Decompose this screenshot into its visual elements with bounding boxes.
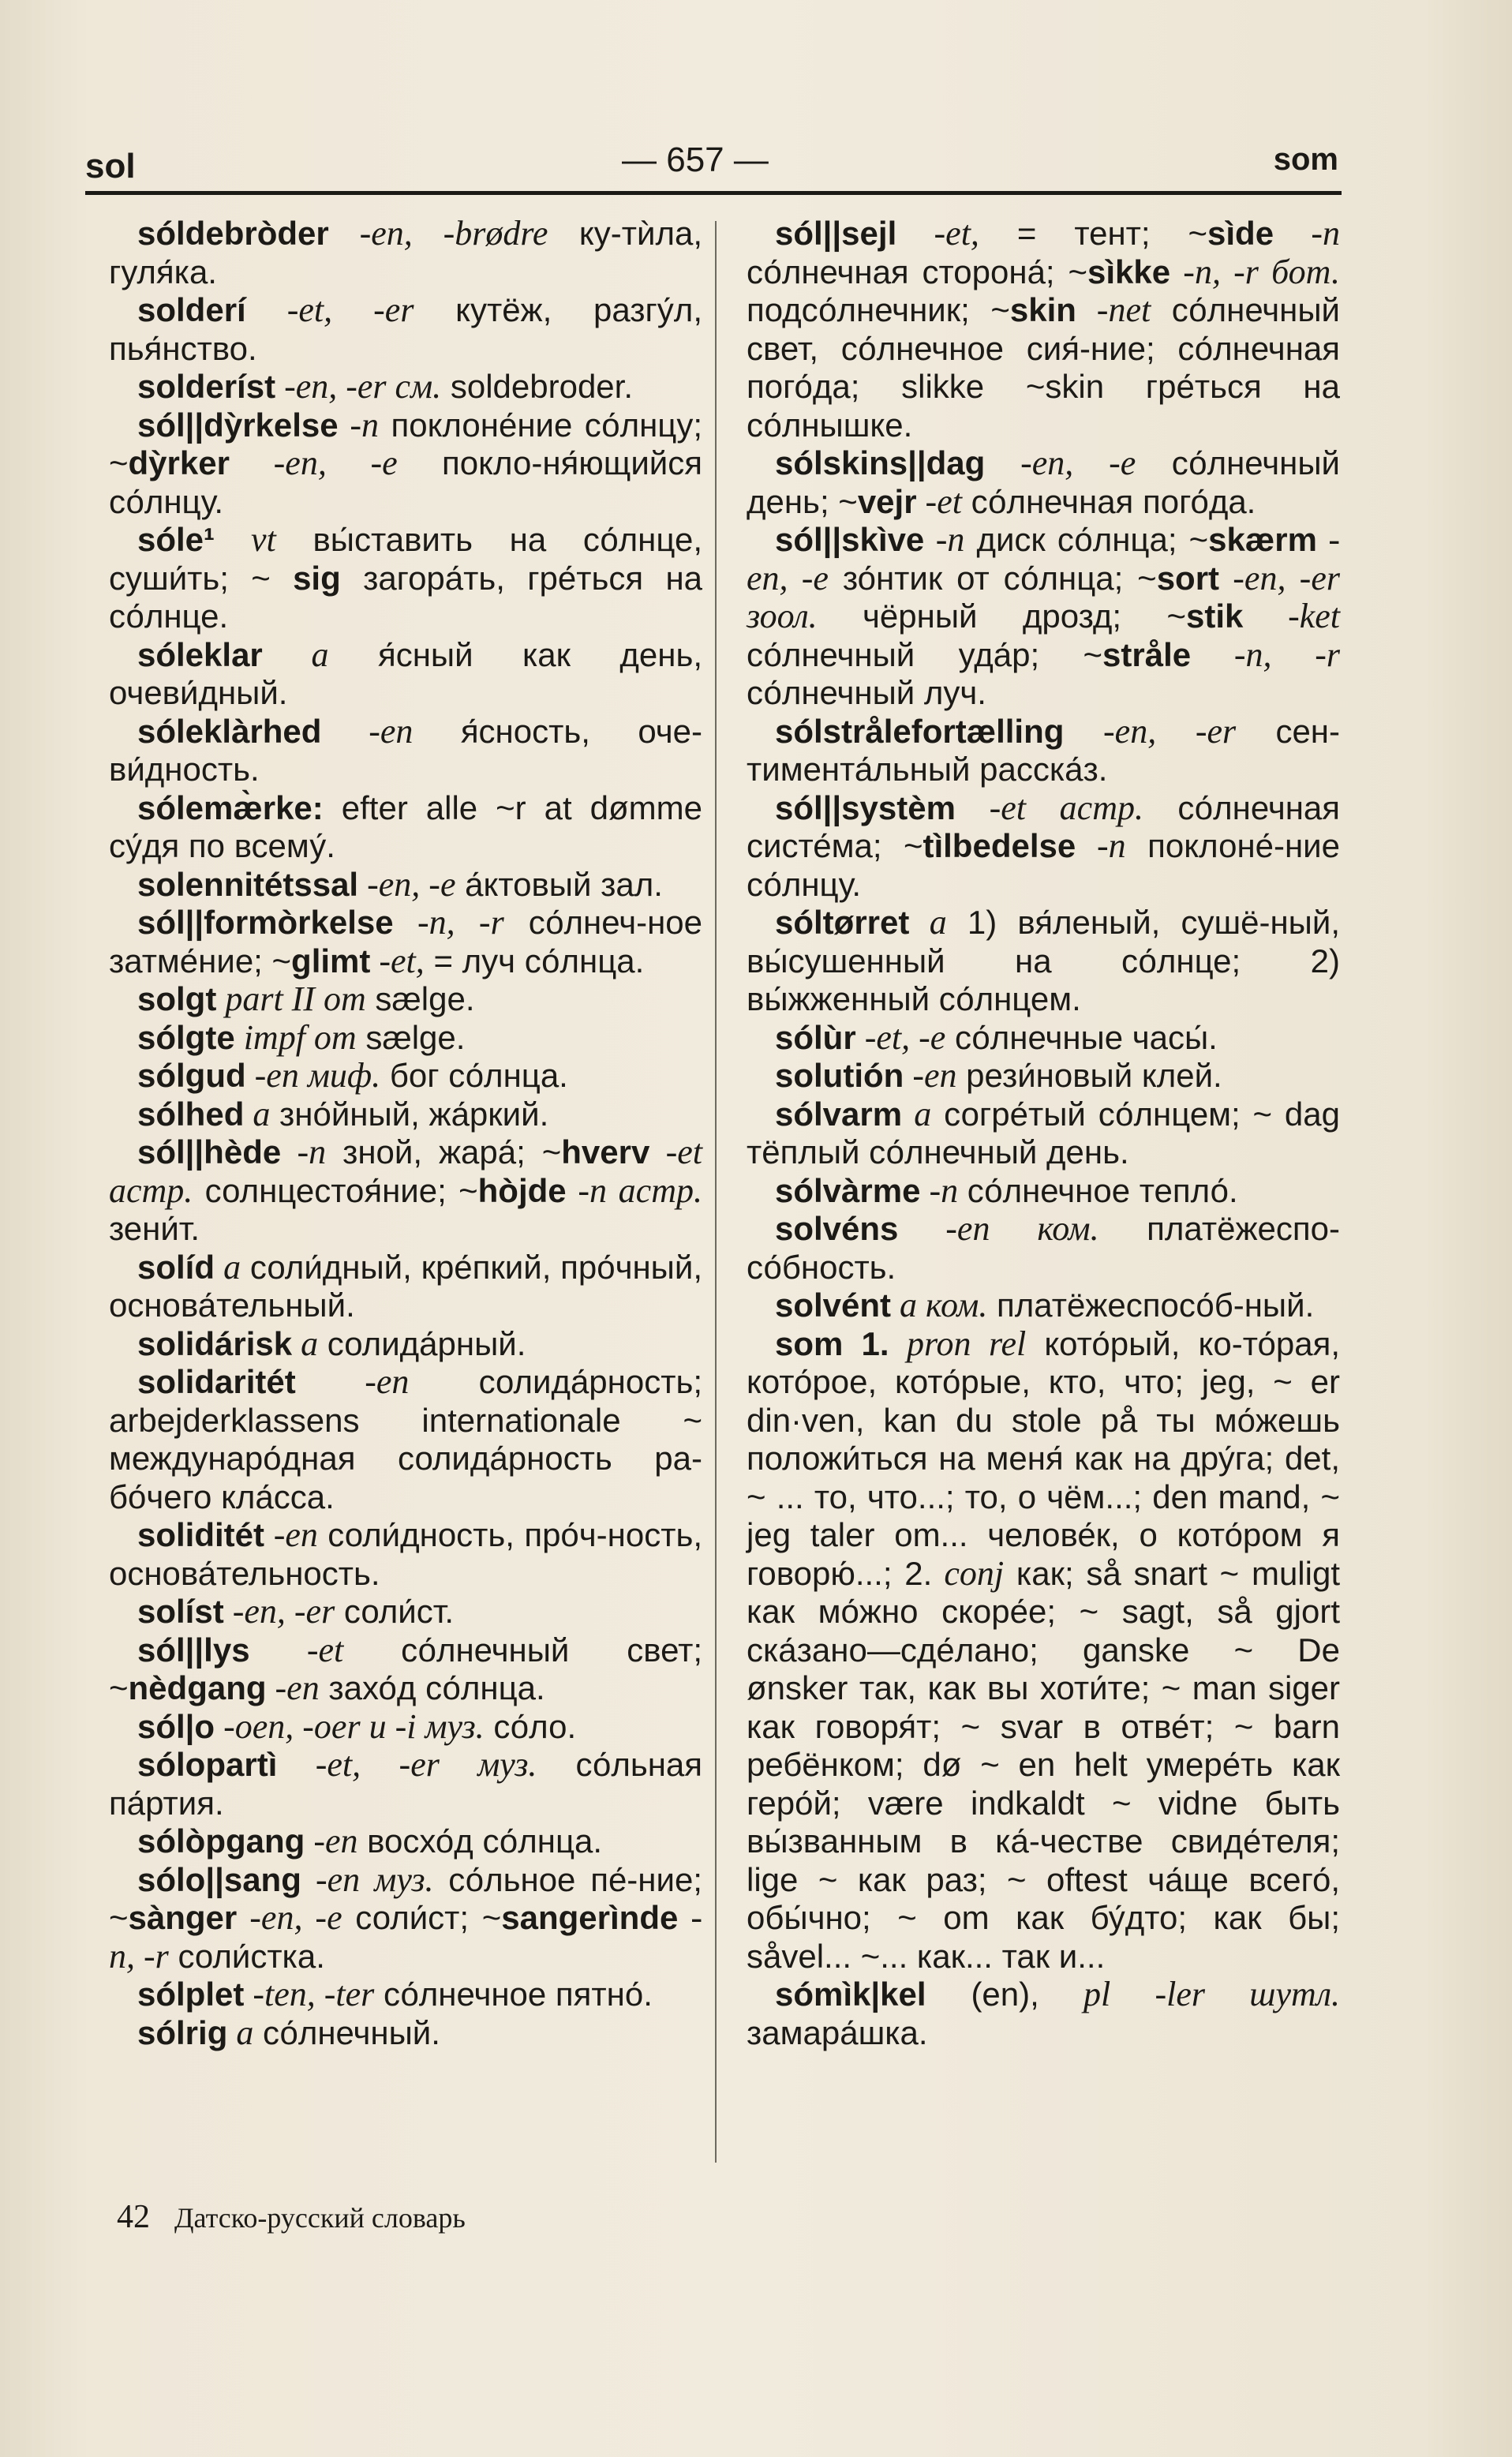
dictionary-entry — [109, 636, 702, 713]
page-number: — 657 — — [622, 140, 769, 179]
entry-grammar: -n, -r — [393, 903, 504, 942]
entry-text: (en), — [926, 1976, 1039, 2013]
entry-headword: hòjde — [477, 1171, 567, 1209]
entry-headword: sànger — [128, 1899, 238, 1936]
entry-headword: glimt — [291, 942, 371, 979]
entry-grammar: -n — [1076, 826, 1126, 865]
entry-text: efter alle ~r at dømme су́дя по всему́. — [109, 788, 702, 864]
entry-text: соли́дный, кре́пкий, про́чный, основа́тельный. — [109, 1248, 702, 1324]
entry-headword: skærm — [1208, 521, 1317, 558]
entry-headword: dỳrker — [128, 444, 230, 481]
entry-text: со́лнечное пятно́. — [374, 1976, 653, 2013]
entry-grammar: -en — [904, 1056, 957, 1095]
entry-text: со́лнечная пого́да. — [961, 482, 1256, 520]
entry-grammar: -et, -er муз. — [277, 1745, 537, 1784]
entry-headword: sólskins||dag — [775, 444, 986, 481]
dictionary-entry — [109, 1861, 702, 1976]
entry-text: со́лнечная систе́ма; ~ — [747, 788, 1341, 864]
dictionary-entry — [109, 866, 702, 905]
entry-headword: sólgud — [137, 1057, 246, 1094]
entry-headword: sólemæ̀rke: — [137, 788, 324, 826]
entry-text: зно́йный, жа́ркий. — [270, 1095, 549, 1133]
entry-grammar: -n, -r бот. — [1170, 252, 1340, 291]
entry-grammar: a — [262, 635, 329, 674]
dictionary-entry — [109, 1822, 702, 1861]
entry-grammar: impf om — [234, 1017, 357, 1057]
entry-headword: sìde — [1207, 215, 1274, 252]
entry-headword: solvéns — [775, 1210, 899, 1247]
entry-headword: sólrig — [137, 2013, 228, 2051]
entry-grammar: -en муз. — [301, 1860, 434, 1899]
entry-grammar: -en миф. — [245, 1056, 381, 1095]
entry-headword: solgt — [137, 980, 217, 1017]
entry-text: поклоне́ние со́лнцу; ~ — [109, 406, 702, 481]
entry-text: со́лнечный свет; ~ — [109, 1631, 702, 1706]
entry-grammar: a — [292, 1324, 319, 1363]
entry-grammar: -en — [305, 1822, 358, 1860]
entry-text: вы́ставить на со́лнце, суши́ть; ~ — [109, 521, 702, 597]
entry-grammar: -n — [920, 1170, 959, 1210]
entry-text: соли́ст; ~ — [342, 1899, 502, 1936]
entry-text: бог со́лнца. — [380, 1057, 568, 1094]
entry-grammar: -et — [249, 1630, 344, 1669]
entry-headword: sól|o — [137, 1707, 215, 1745]
entry-grammar: -ket — [1243, 597, 1340, 635]
entry-grammar: -n — [924, 520, 965, 559]
entry-text: со́лнечный уда́р; ~ — [747, 635, 1103, 673]
entry-text: покло-ня́ющийся со́лнцу. — [109, 444, 702, 520]
entry-grammar: -en — [264, 1515, 318, 1554]
entry-grammar: -n астр. — [566, 1170, 702, 1210]
entry-text: чёрный дрозд; ~ — [817, 597, 1186, 635]
entry-headword: sort — [1156, 559, 1220, 597]
entry-grammar: -et, -e — [855, 1017, 946, 1057]
entry-grammar: -en, -er — [223, 1592, 335, 1631]
dictionary-entry — [109, 1708, 702, 1747]
entry-grammar: -en — [266, 1669, 320, 1707]
entry-grammar: -n — [338, 405, 380, 444]
entry-text: солнцестоя́ние; ~ — [193, 1171, 478, 1209]
entry-headword: tìlbedelse — [923, 827, 1076, 864]
entry-grammar: -en, -er — [1064, 711, 1237, 751]
page-header — [85, 133, 1338, 196]
entry-headword: solidárisk — [137, 1324, 293, 1362]
dictionary-entry — [109, 904, 702, 980]
entry-headword: hverv — [561, 1133, 650, 1170]
entry-grammar: -n — [1274, 214, 1340, 253]
entry-grammar: -en ком. — [898, 1209, 1099, 1248]
dictionary-entry — [109, 368, 702, 406]
entry-text: со́ло. — [484, 1707, 577, 1745]
entry-grammar: -et, -er — [245, 290, 414, 329]
entry-headword: soliditét — [137, 1516, 265, 1553]
entry-grammar: pl -ler шутл. — [1039, 1975, 1340, 2013]
dictionary-entry — [109, 1976, 702, 2014]
entry-grammar: -et — [916, 481, 962, 521]
entry-text: как; så snart ~ muligt как мо́жно скоре́е; ~ sagt, så gjort ска́зано—сде́лано; ganske ~ De ønsker так, как вы хоти́те; ~ man siger как говоря́т; ~ svar в отве́т; ~ barn ребёнком; dø ~ en helt умере́ть как геро́й; være indkaldt ~ vidne быть вы́званным в ка́-честве свиде́теля; lige ~ как раз; ~ oftest ча́ще всего́, обы́чно; ~ om как бу́дто; как бы; såvel... ~... как... так и... — [747, 1554, 1340, 1975]
column-divider — [715, 221, 717, 2163]
dictionary-entry — [109, 1631, 702, 1708]
entry-grammar: -n, -r — [1191, 635, 1340, 674]
entry-text: со́лнечные часы́. — [945, 1018, 1218, 1056]
entry-headword: sólplet — [137, 1976, 245, 2013]
dictionary-entry — [109, 1746, 702, 1822]
dictionary-entry — [747, 1096, 1340, 1172]
entry-grammar: pron rel — [889, 1324, 1027, 1363]
entry-text: со́льная па́ртия. — [109, 1746, 703, 1822]
entry-headword: sól||skìve — [775, 521, 925, 558]
sheet-number: 42 — [117, 2199, 150, 2235]
dictionary-entry — [747, 713, 1340, 789]
dictionary-entry — [109, 713, 702, 789]
entry-text: ку-тѝла, гуля́ка. — [109, 215, 702, 290]
entry-grammar: a — [244, 1094, 271, 1133]
book-title: Датско-русский словарь — [174, 2202, 466, 2234]
entry-text: со́лнечный. — [253, 2013, 440, 2051]
entry-grammar: -ten, -ter — [244, 1975, 375, 2013]
entry-text: соли́стка. — [168, 1937, 325, 1975]
entry-grammar: -et, — [370, 941, 425, 980]
entry-text: кутёж, разгу́л, пья́нство. — [109, 291, 702, 367]
entry-text: рези́новый клей. — [956, 1057, 1222, 1094]
entry-headword: solennitétssal — [137, 865, 359, 903]
entry-grammar: -en, -er см. — [275, 367, 442, 406]
entry-headword: sangerìnde — [501, 1899, 679, 1936]
header-first-headword: sol — [85, 147, 136, 185]
entry-grammar: part II om — [216, 979, 366, 1018]
entry-text: соли́дность, про́ч-ность, основа́тельность. — [109, 1516, 702, 1592]
entry-headword: solíst — [137, 1593, 224, 1630]
entry-text: зной, жара́; ~ — [326, 1133, 562, 1170]
dictionary-entry — [109, 1593, 702, 1631]
entry-headword: sólo||sang — [137, 1860, 301, 1898]
entry-headword: som 1. — [775, 1324, 889, 1362]
entry-headword: sig — [293, 559, 341, 597]
entry-grammar: -et астр. — [955, 788, 1143, 827]
entry-text: захо́д со́лнца. — [319, 1669, 545, 1706]
entry-grammar: -en, -e — [358, 864, 456, 904]
dictionary-entry — [109, 1249, 702, 1325]
entry-text: sælge. — [365, 980, 475, 1017]
entry-text: я́сный как день, очеви́дный. — [109, 635, 703, 711]
page-footer — [117, 2198, 466, 2236]
entry-text: зени́т. — [109, 1210, 200, 1247]
entry-text: диск со́лнца; ~ — [964, 521, 1209, 558]
dictionary-entry — [109, 980, 702, 1019]
entry-text: со́лнечное тепло́. — [958, 1171, 1238, 1209]
entry-grammar: -et, — [896, 214, 979, 253]
entry-text: soldebroder. — [441, 368, 634, 405]
entry-text: подсо́лнечник; ~ — [747, 291, 1010, 328]
entry-headword: sólhed — [137, 1095, 245, 1133]
entry-headword: sómìk|kel — [775, 1976, 926, 2013]
entry-text: зо́нтик от со́лнца; ~ — [828, 559, 1157, 597]
dictionary-entry — [109, 1019, 702, 1058]
entry-headword: sól||hède — [137, 1133, 282, 1170]
dictionary-entry — [109, 1133, 702, 1249]
entry-text: а́ктовый зал. — [455, 865, 663, 903]
entry-headword: sólstrålefortælling — [775, 712, 1065, 750]
entry-headword: solvént — [775, 1287, 892, 1324]
entry-grammar: a — [909, 903, 947, 942]
entry-grammar: -net — [1076, 290, 1151, 329]
entry-headword: sól||formòrkelse — [137, 904, 394, 941]
entry-headword: nèdgang — [128, 1669, 267, 1706]
entry-grammar: -en, -e — [237, 1898, 342, 1937]
entry-headword: sóltørret — [775, 904, 910, 941]
entry-text: со́лнеч-ное затме́ние; ~ — [109, 904, 702, 979]
dictionary-entry — [747, 904, 1340, 1019]
entry-headword: stik — [1186, 597, 1244, 635]
entry-text: со́лнечный луч. — [747, 674, 986, 711]
entry-grammar: vt — [215, 520, 276, 559]
entry-text: = луч со́лнца. — [424, 942, 645, 979]
dictionary-entry — [109, 215, 702, 291]
entry-grammar: -en, -e — [985, 444, 1136, 482]
entry-grammar: -en, -brødre — [328, 214, 548, 253]
entry-text: замара́шка. — [747, 2013, 928, 2051]
entry-grammar: -en — [321, 711, 414, 751]
dictionary-entry — [747, 789, 1340, 905]
dictionary-entry — [109, 1363, 702, 1516]
entry-grammar: -et астр. — [109, 1133, 702, 1210]
entry-text: кото́рый, ко-то́рая, кото́рое, кото́рые, кто, что; jeg, ~ er din·ven, kan du stole på ты мо́жешь положи́ться на меня́ как на дру́га; det, ~ ... то, что...; то, о чём...; den mand, ~ jeg taler om... челове́к, о кото́ром я говорю́...; 2. — [747, 1324, 1340, 1592]
entry-text: солида́рный. — [318, 1324, 526, 1362]
entry-headword: sólùr — [775, 1018, 856, 1056]
dictionary-entry — [109, 1516, 702, 1593]
dictionary-entry — [747, 1172, 1340, 1211]
entry-text: сен-тимента́льный расска́з. — [747, 712, 1340, 788]
entry-text: соли́ст. — [335, 1593, 454, 1630]
header-last-headword: som — [1273, 142, 1338, 177]
header-rule — [85, 191, 1342, 195]
entry-text: платёжеспо-со́бность. — [747, 1210, 1340, 1286]
entry-headword: solidaritét — [137, 1363, 296, 1400]
entry-text: платёжеспосо́б-ный. — [987, 1287, 1315, 1324]
entry-grammar: a — [215, 1247, 241, 1287]
entry-grammar: -en, -e — [229, 444, 398, 482]
entry-headword: sólòpgang — [137, 1822, 305, 1860]
entry-grammar: conj — [932, 1553, 1005, 1593]
entry-headword: solderí — [137, 291, 246, 328]
dictionary-entry — [747, 215, 1340, 444]
entry-headword: sól||lys — [137, 1631, 250, 1669]
entry-grammar: -en, -er зоол. — [747, 558, 1340, 635]
entry-grammar: -n, -r — [109, 1898, 702, 1976]
dictionary-entry — [747, 444, 1340, 521]
entry-text: sælge. — [356, 1018, 466, 1056]
entry-headword: sólgte — [137, 1018, 235, 1056]
dictionary-entry — [747, 1019, 1340, 1058]
entry-headword: sóleklar — [137, 635, 263, 673]
entry-headword: sólvàrme — [775, 1171, 921, 1209]
entry-headword: sìkke — [1087, 253, 1171, 290]
entry-headword: sóldebròder — [137, 215, 329, 252]
entry-grammar: -n — [281, 1133, 327, 1171]
entry-text: согре́тый со́лнцем; ~ dag тёплый со́лнечный день. — [747, 1095, 1340, 1170]
entry-text: со́лнечный свет, со́лнечное сия́-ние; со́лнечная пого́да; slikke ~skin гре́ться на со́лнышке. — [747, 291, 1341, 444]
entry-text: = тент; ~ — [979, 215, 1208, 252]
entry-headword: solutión — [775, 1057, 904, 1094]
dictionary-entry — [109, 2014, 702, 2053]
right-column — [747, 215, 1340, 2052]
entry-headword: sól||systèm — [775, 788, 956, 826]
dictionary-entry — [109, 1325, 702, 1364]
entry-grammar: -oen, -oer и -i муз. — [215, 1706, 485, 1746]
entry-headword: solíd — [137, 1248, 215, 1286]
dictionary-entry — [109, 406, 702, 522]
dictionary-entry — [747, 1057, 1340, 1096]
entry-text: со́лнечная сторона́; ~ — [747, 253, 1087, 290]
entry-text: солида́рность; arbejderklassens internationale ~ междунаро́дная солида́рность ра-бо́чего кла́сса. — [109, 1363, 703, 1515]
dictionary-entry — [747, 1325, 1340, 1976]
entry-headword: sólopartì — [137, 1746, 278, 1783]
entry-grammar: a — [227, 2013, 254, 2052]
dictionary-entry — [109, 291, 702, 368]
dictionary-entry — [109, 789, 702, 866]
dictionary-entry — [747, 1287, 1340, 1325]
entry-headword: solderíst — [137, 368, 276, 405]
entry-text: я́сность, оче-ви́дность. — [109, 712, 702, 788]
entry-grammar: a — [902, 1094, 932, 1133]
entry-headword: stråle — [1102, 635, 1192, 673]
entry-headword: vejr — [857, 482, 917, 520]
entry-headword: sóle¹ — [137, 521, 215, 558]
entry-headword: sólvarm — [775, 1095, 903, 1133]
entry-text: поклоне́-ние со́лнцу. — [747, 827, 1340, 903]
dictionary-entry — [747, 1976, 1340, 2052]
entry-text: со́льное пе́-ние; ~ — [109, 1860, 702, 1936]
dictionary-entry — [747, 521, 1340, 713]
entry-headword: sóleklàrhed — [137, 712, 322, 750]
left-column — [109, 215, 702, 2052]
entry-headword: skin — [1009, 291, 1076, 328]
dictionary-entry — [109, 521, 702, 636]
dictionary-entry — [109, 1096, 702, 1134]
entry-text: 1) вя́леный, сушё-ный, вы́сушенный на со́лнце; 2) вы́жженный со́лнцем. — [747, 904, 1340, 1017]
entry-text: со́лнечный день; ~ — [747, 444, 1340, 520]
entry-text: восхо́д со́лнца. — [357, 1822, 603, 1860]
entry-grammar: -en — [295, 1362, 410, 1401]
entry-grammar: a ком. — [891, 1286, 988, 1324]
entry-headword: sól||dỳrkelse — [137, 406, 339, 444]
dictionary-entry — [747, 1210, 1340, 1287]
entry-grammar: -en, -e — [747, 520, 1340, 597]
dictionary-entry — [109, 1057, 702, 1096]
entry-headword: sól||sejl — [775, 215, 897, 252]
entry-text: загора́ть, гре́ться на со́лнце. — [109, 559, 702, 635]
